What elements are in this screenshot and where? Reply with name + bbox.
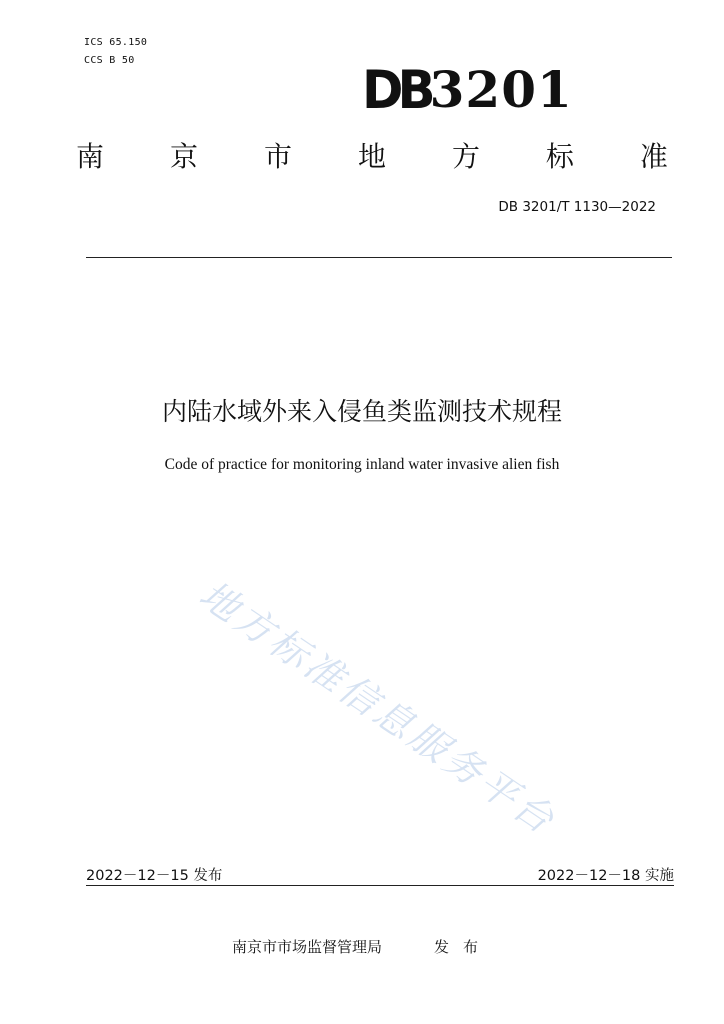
standard-type-char: 准: [639, 140, 668, 173]
standard-type-heading: [76, 137, 668, 177]
bottom-divider: [86, 885, 674, 886]
standard-number: DB 3201/T 1130—2022: [498, 199, 656, 215]
standard-type-char: 标: [545, 140, 574, 173]
standard-logo: [362, 59, 573, 121]
standard-type-char: 南: [76, 140, 105, 173]
standard-type-char: 京: [169, 140, 198, 173]
standard-type-char: 市: [263, 140, 292, 173]
standard-type-char: 地: [357, 140, 386, 173]
issuer-action: 发布: [434, 938, 493, 956]
implementation-date: 2022－12－18 实施: [537, 868, 674, 884]
issuer-name: 南京市市场监督管理局: [232, 938, 383, 956]
watermark: 地方标准信息服务平台: [191, 572, 565, 844]
title-chinese: 内陆水域外来入侵鱼类监测技术规程: [161, 397, 562, 426]
ccs-code: CCS B 50: [84, 55, 135, 66]
title-english: Code of practice for monitoring inland water invasive alien fish: [164, 456, 560, 473]
top-divider: [86, 257, 672, 258]
ics-code: ICS 65.150: [84, 37, 148, 48]
logo-prefix: DB: [362, 59, 430, 121]
standard-type-char: 方: [451, 140, 480, 173]
logo-number: 3201: [429, 60, 573, 119]
issue-date: 2022－12－15 发布: [86, 868, 223, 884]
